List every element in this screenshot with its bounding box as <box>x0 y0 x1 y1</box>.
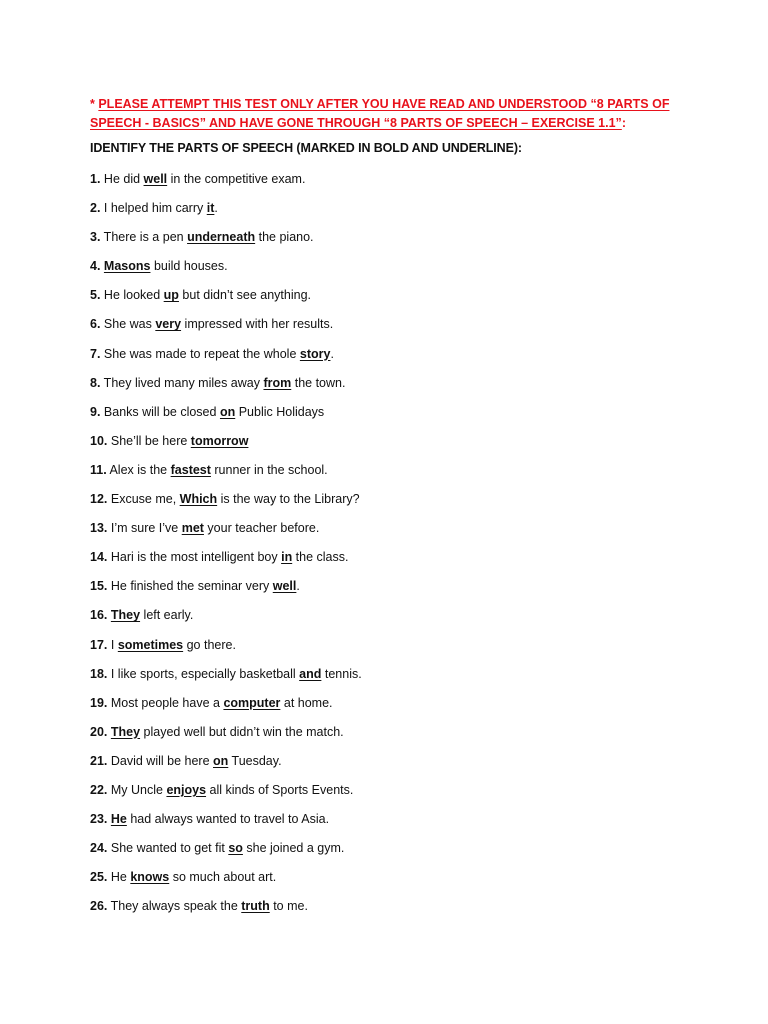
question-item <box>90 868 362 897</box>
marked-word: tomorrow <box>190 433 249 448</box>
question-number: 15. <box>90 579 108 594</box>
question-text-after: the piano. <box>255 230 314 245</box>
question-text-before: Most people have a <box>107 695 224 710</box>
marked-word: Which <box>179 492 218 507</box>
marked-word: enjoys <box>166 782 207 797</box>
marked-word: up <box>163 288 179 303</box>
question-text-before: I like sports, especially basketball <box>107 666 300 681</box>
marked-word: truth <box>241 899 270 914</box>
question-text-before: She wanted to get fit <box>107 841 229 856</box>
question-text-after: . <box>330 346 334 361</box>
question-number: 18. <box>90 666 108 681</box>
question-item <box>90 665 362 694</box>
question-text-after: is the way to the Library? <box>217 492 360 507</box>
question-number: 11. <box>90 462 107 477</box>
question-text-before: I’m sure I’ve <box>107 521 182 536</box>
question-text-after: to me. <box>269 899 308 914</box>
question-item <box>90 228 362 257</box>
question-text-before: She’ll be here <box>107 433 191 448</box>
question-text-after: in the competitive exam. <box>167 172 306 186</box>
question-item <box>90 170 362 199</box>
question-item <box>90 257 362 286</box>
question-text-before: He looked <box>100 288 164 303</box>
question-text-before: There is a pen <box>100 230 188 245</box>
question-text-before: I helped him carry <box>100 201 207 216</box>
question-item <box>90 694 362 723</box>
question-text-after: left early. <box>140 608 194 623</box>
question-text-before: Hari is the most intelligent boy <box>107 550 282 565</box>
warning-colon: : <box>621 116 626 130</box>
question-text-after: but didn’t see anything. <box>178 288 311 303</box>
marked-word: on <box>219 404 236 419</box>
marked-word: underneath <box>187 230 256 245</box>
marked-word: well <box>272 579 297 594</box>
question-number: 16. <box>90 608 108 623</box>
marked-word: met <box>181 521 204 536</box>
question-number: 22. <box>90 782 108 797</box>
question-item <box>90 315 362 344</box>
question-number: 4. <box>90 259 101 274</box>
question-text-before: I <box>107 637 118 652</box>
question-text-after: build houses. <box>150 259 228 274</box>
question-number: 10. <box>90 433 108 448</box>
question-text-before: David will be here <box>107 753 213 768</box>
question-text-before: Alex is the <box>106 462 171 477</box>
marked-word: Masons <box>103 259 151 274</box>
marked-word: from <box>263 375 292 390</box>
question-number: 17. <box>90 637 108 652</box>
question-text-after: the town. <box>291 375 346 390</box>
question-number: 24. <box>90 841 108 856</box>
question-text-after: runner in the school. <box>210 462 328 477</box>
question-text-after: . <box>214 201 218 216</box>
question-text-after: Tuesday. <box>228 753 282 768</box>
question-number: 13. <box>90 521 108 536</box>
marked-word: knows <box>130 870 170 885</box>
question-number: 25. <box>90 870 108 885</box>
question-item <box>90 490 362 519</box>
question-number: 3. <box>90 230 101 245</box>
question-item <box>90 374 362 403</box>
marked-word: fastest <box>170 462 211 477</box>
question-item <box>90 432 362 461</box>
exercise-heading: IDENTIFY THE PARTS OF SPEECH (MARKED IN BOLD AND UNDERLINE): <box>90 141 522 155</box>
question-number: 5. <box>90 288 101 303</box>
warning-notice <box>90 95 700 133</box>
question-text-before: He finished the seminar very <box>107 579 273 594</box>
question-item <box>90 752 362 781</box>
marked-word: story <box>299 346 331 361</box>
question-number: 23. <box>90 812 108 827</box>
question-text-before: She was made to repeat the whole <box>100 346 300 361</box>
marked-word: in <box>281 550 293 565</box>
question-text-before: They always speak the <box>107 899 242 914</box>
question-text-after: played well but didn’t win the match. <box>140 724 344 739</box>
warning-star: * <box>90 97 99 111</box>
marked-word: it <box>206 201 215 216</box>
marked-word: and <box>299 666 322 681</box>
question-number: 26. <box>90 899 108 914</box>
question-number: 6. <box>90 317 101 332</box>
question-text-before: She was <box>100 317 156 332</box>
question-item <box>90 403 362 432</box>
marked-word: sometimes <box>117 637 184 652</box>
question-text-after: so much about art. <box>169 870 277 885</box>
marked-word: on <box>213 753 229 768</box>
question-number: 9. <box>90 404 101 419</box>
question-list <box>90 170 362 926</box>
question-number: 7. <box>90 346 101 361</box>
marked-word: They <box>110 724 141 739</box>
question-text-before: Excuse me, <box>107 492 180 507</box>
question-text-after: she joined a gym. <box>242 841 345 856</box>
question-text-after: tennis. <box>321 666 362 681</box>
marked-word: well <box>143 172 168 186</box>
question-number: 20. <box>90 724 108 739</box>
question-text-before: He <box>107 870 131 885</box>
question-item <box>90 781 362 810</box>
question-item <box>90 839 362 868</box>
question-item <box>90 519 362 548</box>
marked-word: He <box>110 812 127 827</box>
marked-word: very <box>155 317 182 332</box>
question-text-after: go there. <box>183 637 236 652</box>
question-item <box>90 636 362 665</box>
question-number: 8. <box>90 375 101 390</box>
question-item <box>90 577 362 606</box>
question-number: 2. <box>90 201 101 216</box>
question-text-after: . <box>296 579 300 594</box>
warning-text: PLEASE ATTEMPT THIS TEST ONLY AFTER YOU HAVE READ AND UNDERSTOOD “8 PARTS OF SPEECH - BASICS” AND HAVE GONE THROUGH “8 PARTS OF SPEECH – EXERCISE 1.1” <box>90 97 670 130</box>
marked-word: computer <box>223 695 281 710</box>
question-text-after: at home. <box>280 695 333 710</box>
question-item <box>90 548 362 577</box>
question-number: 19. <box>90 695 108 710</box>
question-text-before: Banks will be closed <box>100 404 220 419</box>
question-text-after: all kinds of Sports Events. <box>206 782 354 797</box>
question-number: 12. <box>90 492 108 507</box>
question-text-after: impressed with her results. <box>181 317 334 332</box>
question-item <box>90 606 362 635</box>
marked-word: so <box>228 841 243 856</box>
question-text-after: Public Holidays <box>235 404 325 419</box>
question-item <box>90 461 362 490</box>
question-text-after: the class. <box>292 550 349 565</box>
question-number: 1. <box>90 172 101 186</box>
question-text-after: your teacher before. <box>203 521 320 536</box>
question-number: 14. <box>90 550 108 565</box>
question-text-after: had always wanted to travel to Asia. <box>126 812 330 827</box>
question-item <box>90 723 362 752</box>
marked-word: They <box>110 608 141 623</box>
question-item <box>90 345 362 374</box>
question-item <box>90 810 362 839</box>
question-item <box>90 897 362 926</box>
question-item <box>90 199 362 228</box>
question-text-before: They lived many miles away <box>100 375 264 390</box>
question-text-before: My Uncle <box>107 782 167 797</box>
question-text-before: He did <box>100 172 144 186</box>
question-number: 21. <box>90 753 108 768</box>
question-item <box>90 286 362 315</box>
